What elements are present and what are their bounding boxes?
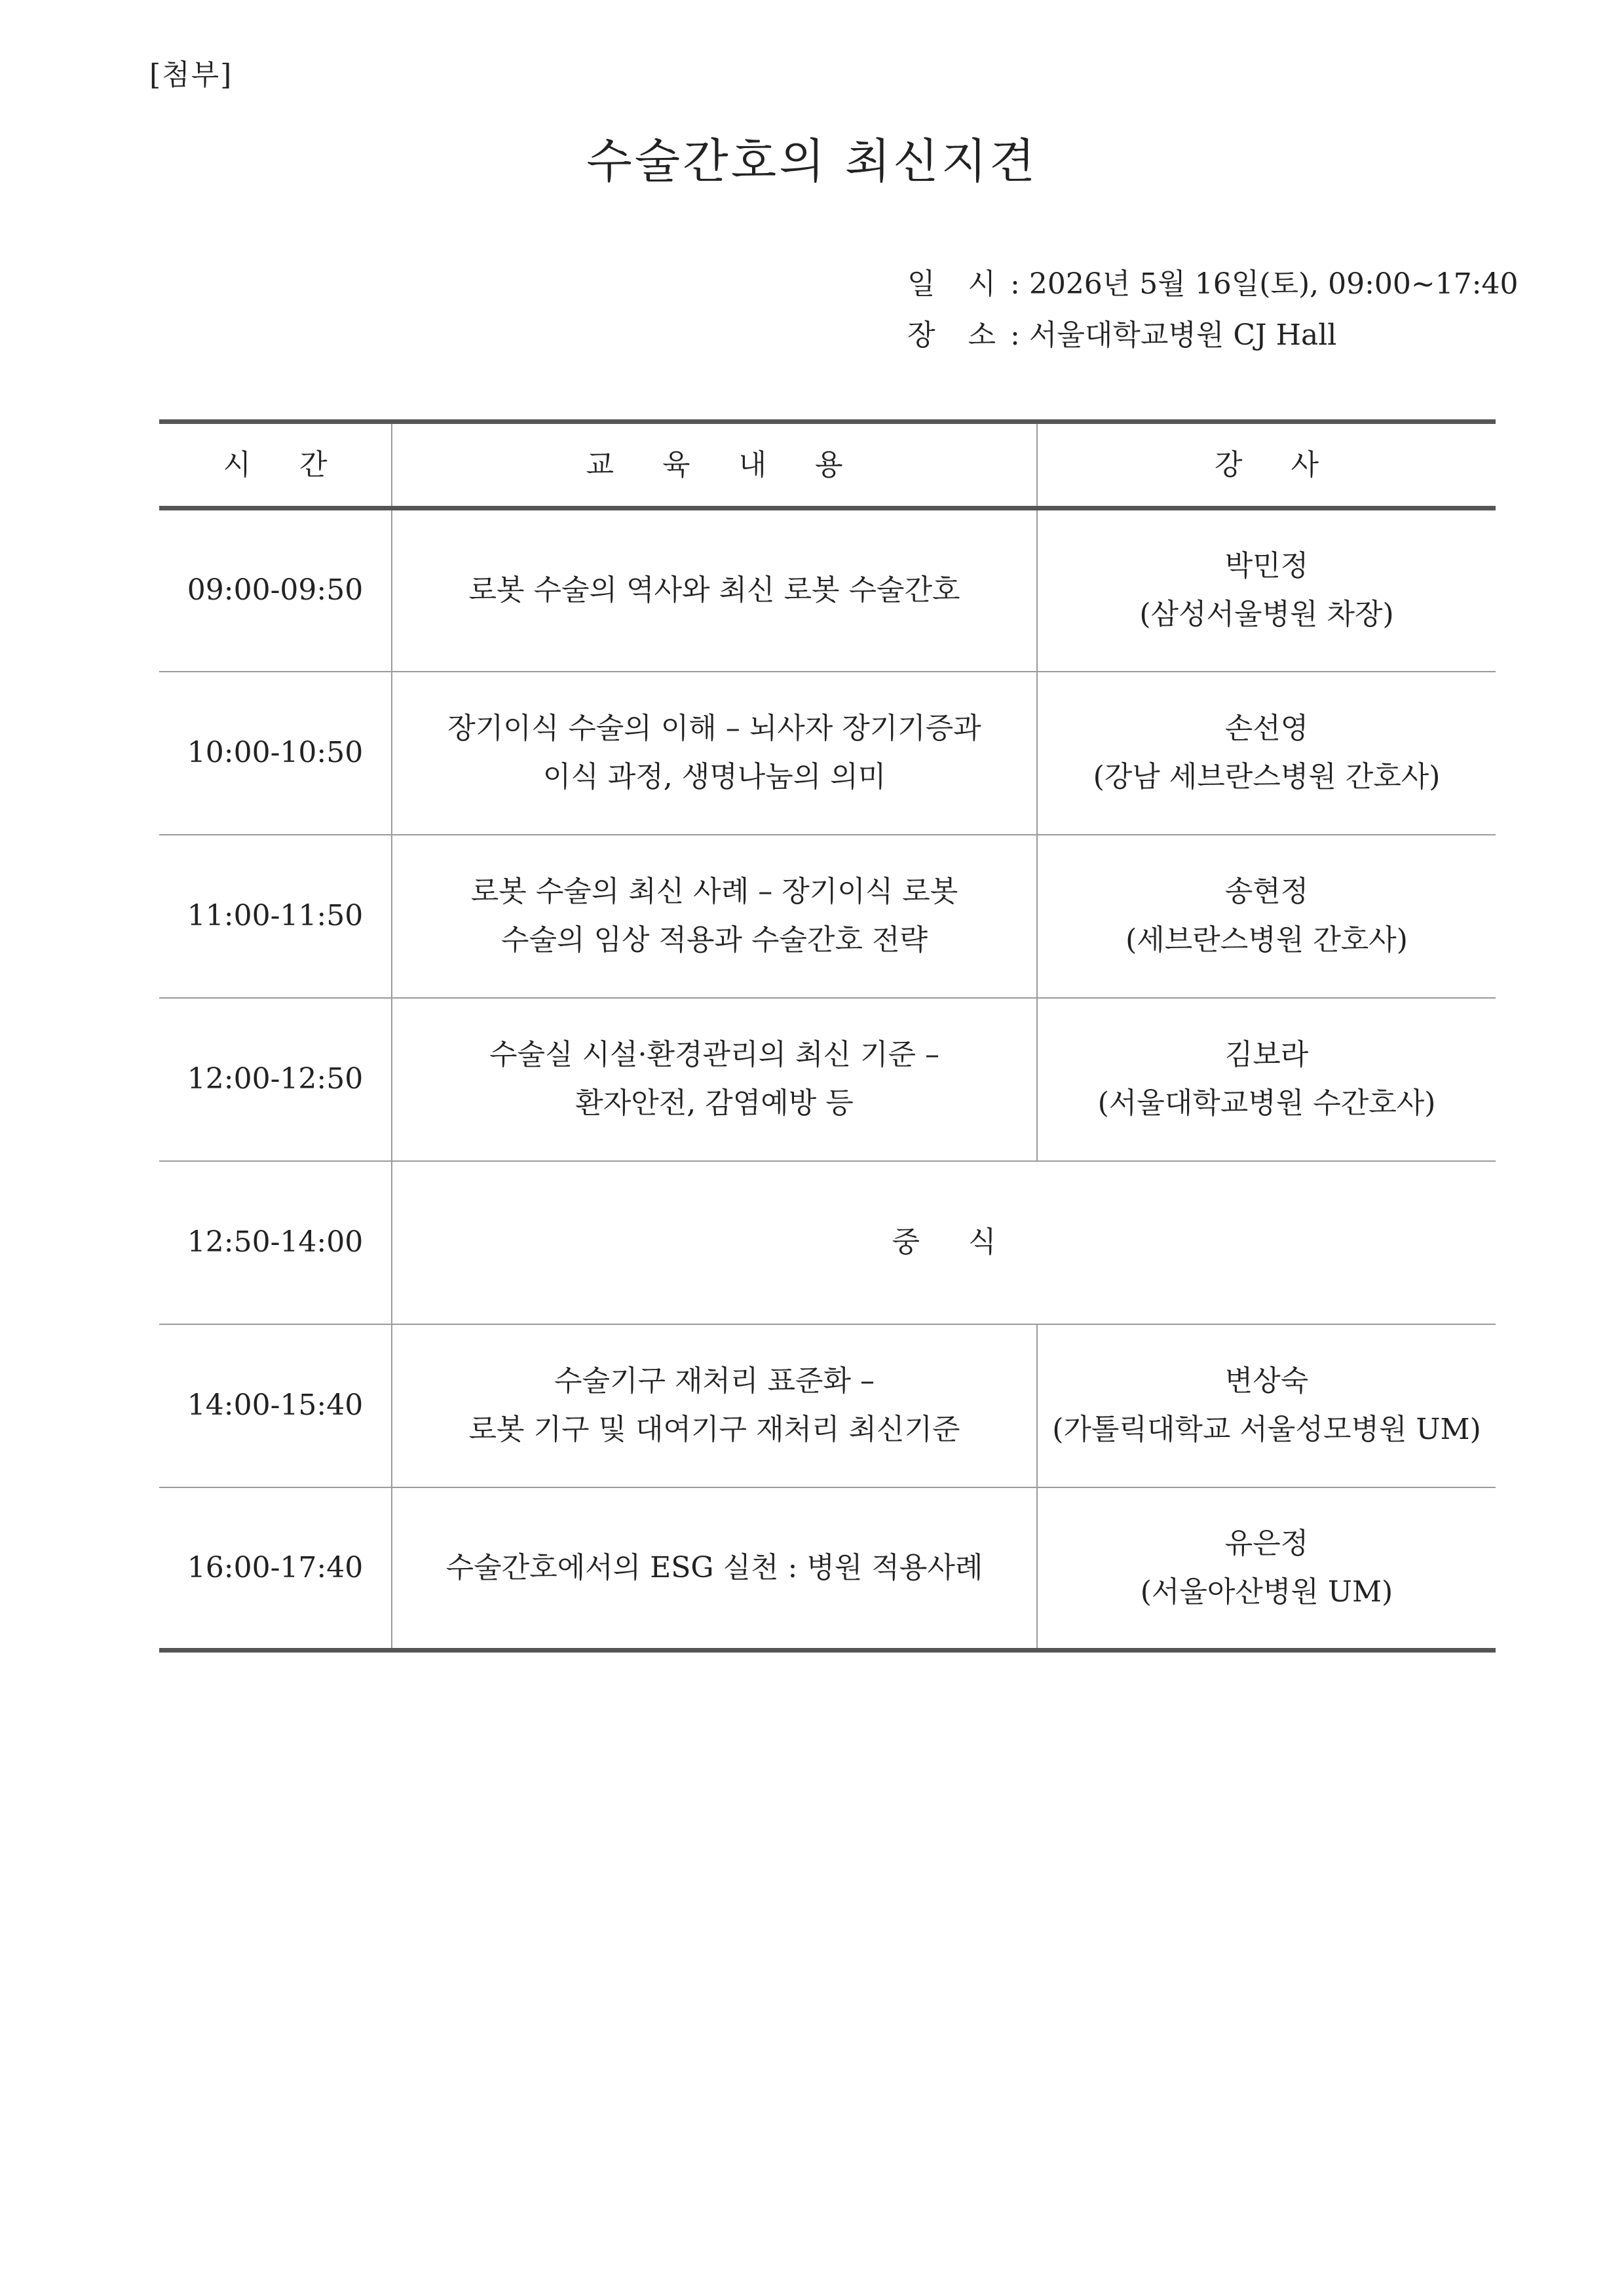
place-label: 장 소 bbox=[907, 318, 1008, 352]
date-label: 일 시 bbox=[907, 267, 1008, 301]
content-cell bbox=[392, 998, 1037, 1161]
lecturer-cell bbox=[1037, 998, 1496, 1161]
content-line: 수술간호에서의 ESG 실천 : 병원 적용사례 bbox=[445, 1550, 983, 1584]
lecturer-affiliation: (서울아산병원 UM) bbox=[1140, 1575, 1393, 1609]
content-cell bbox=[392, 1487, 1037, 1651]
place-separator: : bbox=[1010, 318, 1020, 352]
date-row bbox=[907, 259, 1519, 310]
content-line: 수술의 임상 적용과 수술간호 전략 bbox=[501, 923, 928, 957]
lecturer-name: 송현정 bbox=[1224, 875, 1309, 908]
date-value: 2026년 5월 16일(토), 09:00~17:40 bbox=[1029, 267, 1519, 301]
lecturer-cell bbox=[1037, 508, 1496, 672]
date-separator: : bbox=[1010, 267, 1020, 301]
event-info bbox=[907, 259, 1519, 361]
content-line: 로봇 기구 및 대여기구 재처리 최신기준 bbox=[468, 1413, 960, 1446]
content-line: 로봇 수술의 역사와 최신 로봇 수술간호 bbox=[468, 573, 960, 607]
table-row-lunch bbox=[159, 1161, 1496, 1324]
lecturer-cell bbox=[1037, 1324, 1496, 1487]
table-row bbox=[159, 1324, 1496, 1487]
lecturer-name: 변상숙 bbox=[1224, 1364, 1309, 1398]
content-line: 수술기구 재처리 표준화 – bbox=[554, 1364, 875, 1398]
content-line: 장기이식 수술의 이해 – 뇌사자 장기기증과 bbox=[447, 712, 981, 745]
time-cell: 11:00-11:50 bbox=[187, 899, 364, 932]
header-lecturer: 강 사 bbox=[1037, 422, 1496, 508]
content-cell bbox=[392, 672, 1037, 835]
table-row bbox=[159, 998, 1496, 1161]
lecturer-affiliation: (삼성서울병원 차장) bbox=[1139, 598, 1394, 632]
time-cell: 09:00-09:50 bbox=[187, 573, 364, 607]
content-line: 환자안전, 감염예방 등 bbox=[575, 1086, 854, 1120]
schedule-table bbox=[159, 419, 1496, 1653]
content-cell bbox=[392, 508, 1037, 672]
lecturer-affiliation: (세브란스병원 간호사) bbox=[1125, 923, 1408, 957]
table-row bbox=[159, 508, 1496, 672]
header-time: 시 간 bbox=[223, 448, 347, 482]
content-line: 로봇 수술의 최신 사례 – 장기이식 로봇 bbox=[470, 875, 958, 908]
content-line: 수술실 시설·환경관리의 최신 기준 – bbox=[489, 1038, 939, 1071]
table-row bbox=[159, 1487, 1496, 1651]
lecturer-name: 김보라 bbox=[1224, 1038, 1309, 1071]
lecturer-affiliation: (강남 세브란스병원 간호사) bbox=[1093, 760, 1441, 794]
content-cell bbox=[392, 835, 1037, 998]
place-row bbox=[907, 310, 1519, 361]
document-title: 수술간호의 최신지견 bbox=[586, 134, 1038, 189]
lecturer-affiliation: (가톨릭대학교 서울성모병원 UM) bbox=[1052, 1413, 1481, 1446]
time-cell: 16:00-17:40 bbox=[187, 1550, 364, 1584]
lecturer-affiliation: (서울대학교병원 수간호사) bbox=[1097, 1086, 1436, 1120]
header-content: 교 육 내 용 bbox=[392, 422, 1037, 508]
table-header-row bbox=[159, 422, 1496, 508]
lecturer-cell bbox=[1037, 1487, 1496, 1651]
lunch-cell bbox=[392, 1161, 1496, 1324]
lecturer-cell bbox=[1037, 672, 1496, 835]
table-row bbox=[159, 672, 1496, 835]
lecturer-name: 손선영 bbox=[1224, 712, 1309, 745]
place-value: 서울대학교병원 CJ Hall bbox=[1029, 318, 1337, 352]
content-line: 이식 과정, 생명나눔의 의미 bbox=[542, 760, 886, 794]
content-cell bbox=[392, 1324, 1037, 1487]
lecturer-name: 박민정 bbox=[1224, 549, 1309, 583]
attachment-label: [첨부] bbox=[149, 58, 233, 92]
lecturer-cell bbox=[1037, 835, 1496, 998]
time-cell: 14:00-15:40 bbox=[187, 1388, 364, 1422]
time-cell: 12:50-14:00 bbox=[187, 1225, 364, 1259]
time-cell: 12:00-12:50 bbox=[187, 1062, 364, 1096]
lunch-label: 중 식 bbox=[892, 1225, 1016, 1259]
table-row bbox=[159, 835, 1496, 998]
lecturer-name: 유은정 bbox=[1224, 1526, 1309, 1560]
time-cell: 10:00-10:50 bbox=[187, 736, 364, 769]
